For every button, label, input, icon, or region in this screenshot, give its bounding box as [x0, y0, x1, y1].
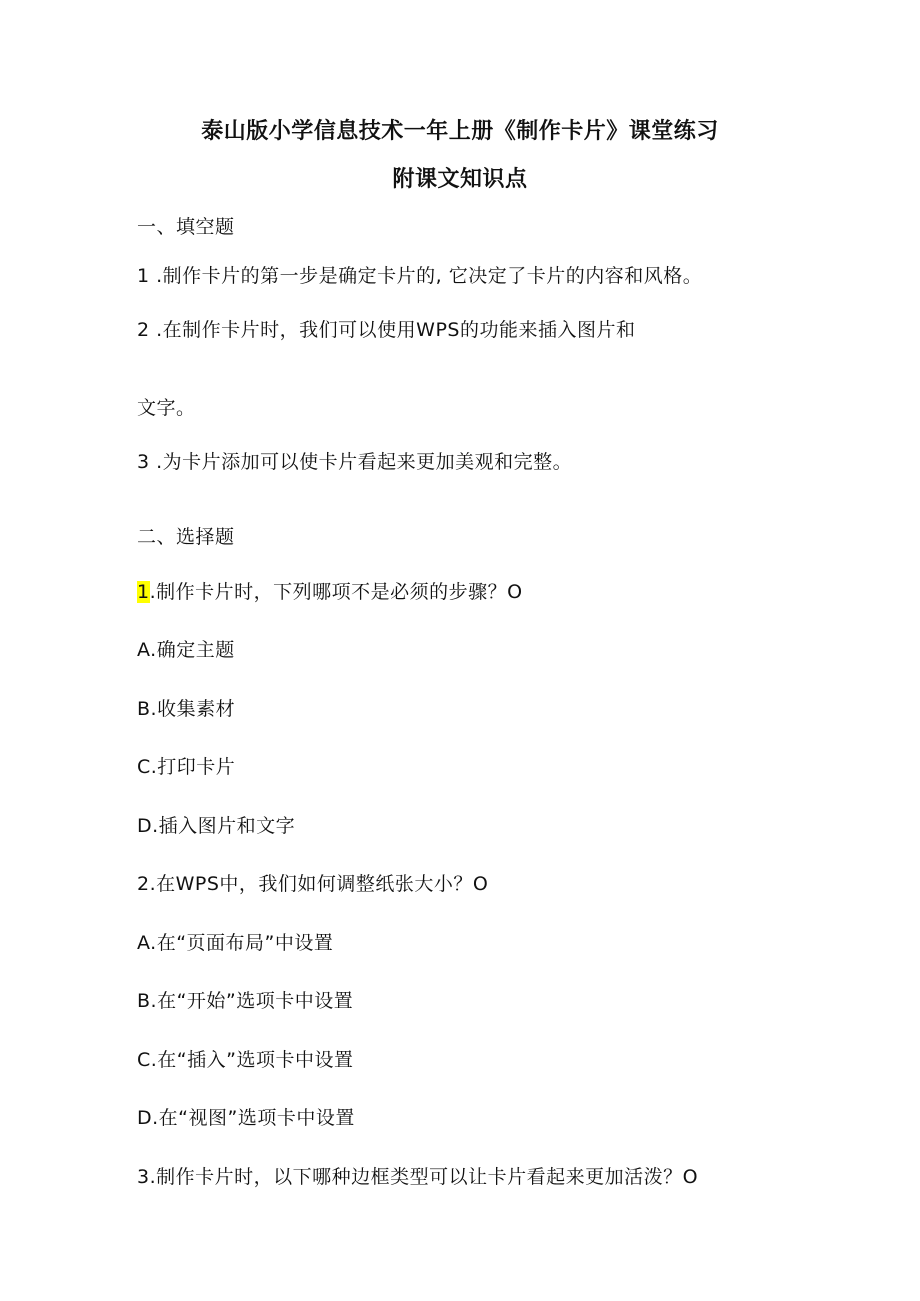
highlighted-question-number: 1	[137, 581, 150, 603]
choice-question-2-option-a: A.在“页面布局”中设置	[137, 932, 334, 954]
section-heading-fill-in: 一、填空题	[137, 216, 235, 238]
choice-question-1	[137, 580, 523, 604]
choice-question-2-option-d: D.在“视图”选项卡中设置	[137, 1107, 355, 1129]
choice-question-1-option-d: D.插入图片和文字	[137, 815, 296, 837]
choice-question-2-option-b: B.在“开始”选项卡中设置	[137, 990, 354, 1012]
choice-question-1-option-c: C.打印卡片	[137, 756, 236, 778]
choice-question-1-option-a: A.确定主题	[137, 639, 235, 661]
fill-in-question-2-continued: 文字。	[137, 397, 196, 419]
choice-question-3: 3.制作卡片时，以下哪种边框类型可以让卡片看起来更加活泼？O	[137, 1166, 699, 1188]
choice-question-1-option-b: B.收集素材	[137, 698, 236, 720]
fill-in-question-3: 3 .为卡片添加可以使卡片看起来更加美观和完整。	[137, 451, 573, 473]
choice-question-2: 2.在WPS中，我们如何调整纸张大小？O	[137, 873, 489, 895]
fill-in-question-2: 2 .在制作卡片时，我们可以使用WPS的功能来插入图片和	[137, 319, 636, 341]
fill-in-question-1: 1 .制作卡片的第一步是确定卡片的, 它决定了卡片的内容和风格。	[137, 265, 703, 287]
choice-question-2-option-c: C.在“插入”选项卡中设置	[137, 1049, 354, 1071]
section-heading-multiple-choice: 二、选择题	[137, 526, 235, 548]
document-title: 泰山版小学信息技术一年上册《制作卡片》课堂练习	[201, 119, 719, 144]
choice-question-1-text: .制作卡片时，下列哪项不是必须的步骤？O	[149, 581, 523, 603]
document-subtitle: 附课文知识点	[392, 167, 528, 192]
